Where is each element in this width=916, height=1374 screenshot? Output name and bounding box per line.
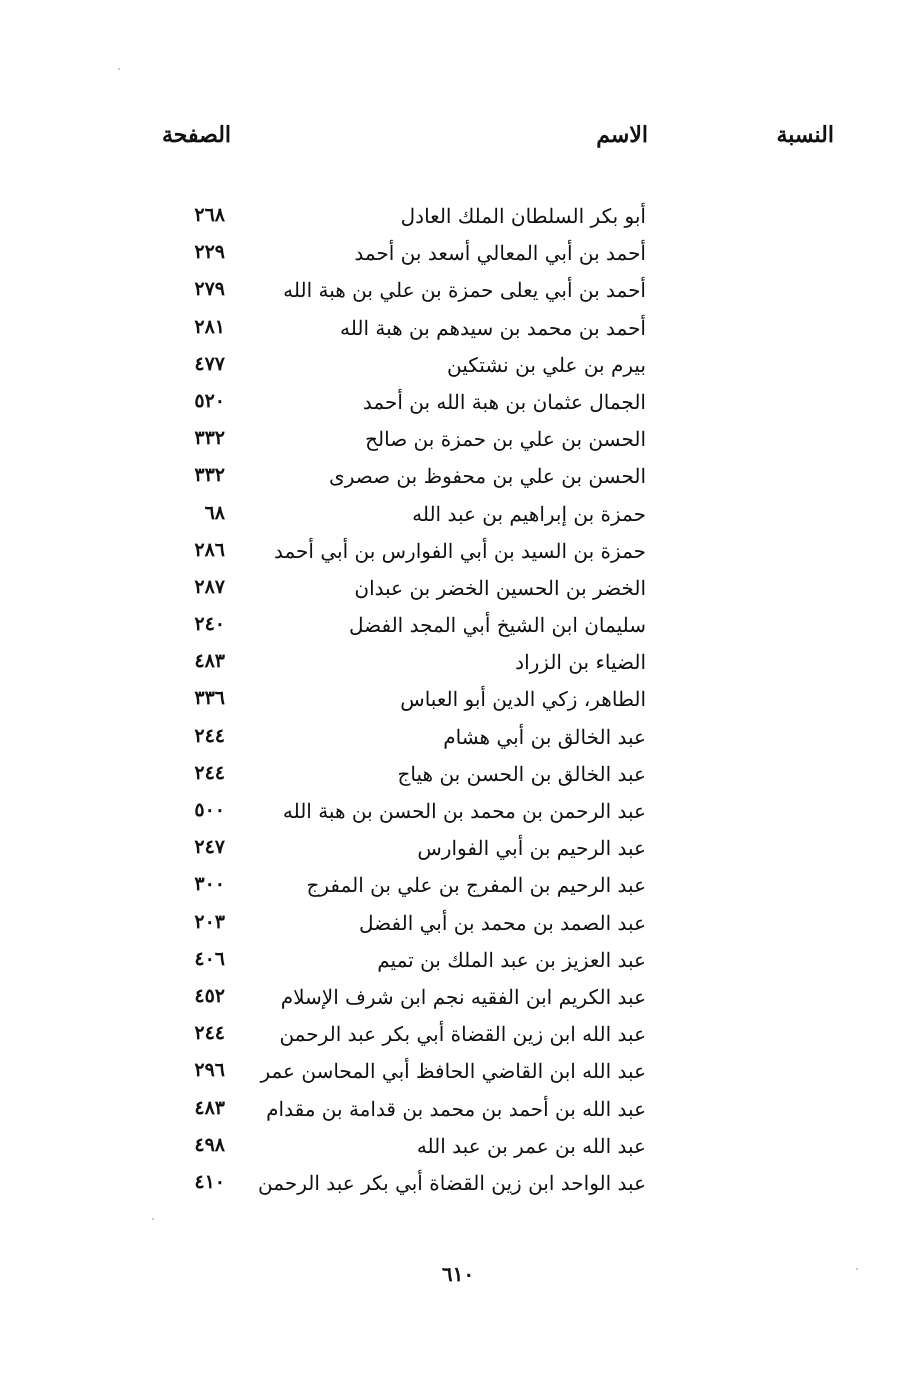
entry-name: عبد الخالق بن أبي هشام [443, 724, 646, 749]
entry-name: عبد الرحمن بن محمد بن الحسن بن هبة الله [282, 799, 646, 823]
entry-page: ٤٥٢ [194, 984, 225, 1007]
scan-speck [152, 1218, 154, 1220]
entry-page: ٢٤٤ [194, 1022, 225, 1045]
entry-name: عبد الواحد ابن زين القضاة أبي بكر عبد الرحمن [258, 1170, 646, 1195]
list-item [0, 460, 916, 497]
entry-page: ٢٧٩ [194, 278, 225, 301]
entry-page: ٤١٠ [194, 1170, 225, 1193]
entry-name: أحمد بن محمد بن سيدهم بن هبة الله [340, 315, 646, 340]
entry-name: عبد الكريم ابن الفقيه نجم ابن شرف الإسلام [280, 984, 646, 1009]
index-list [0, 200, 916, 1204]
entry-name: عبد الله بن عمر بن عبد الله [416, 1133, 646, 1158]
header-name: الاسم [596, 122, 648, 148]
list-item [0, 721, 916, 758]
list-item [0, 758, 916, 795]
entry-name: حمزة بن إبراهيم بن عبد الله [412, 501, 646, 526]
list-item [0, 386, 916, 423]
entry-page: ٢٤٠ [194, 613, 225, 636]
entry-page: ٢٠٣ [194, 910, 225, 933]
entry-name: الطاهر، زكي الدين أبو العباس [400, 687, 646, 712]
page-number: ٦١٠ [441, 1262, 475, 1286]
entry-name: بيرم بن علي بن نشتكين [446, 352, 646, 377]
entry-name: الحسن بن علي بن حمزة بن صالح [365, 427, 646, 452]
entry-page: ٢٤٧ [194, 836, 225, 859]
entry-name: عبد الله ابن زين القضاة أبي بكر عبد الرحمن [279, 1022, 646, 1047]
list-item [0, 869, 916, 906]
entry-page: ٣٣٢ [194, 464, 225, 487]
list-item [0, 423, 916, 460]
list-item [0, 646, 916, 683]
entry-name: سليمان ابن الشيخ أبي المجد الفضل [348, 613, 646, 638]
entry-name: عبد الرحيم بن أبي الفوارس [417, 836, 646, 861]
list-item [0, 200, 916, 237]
scan-speck [118, 68, 120, 70]
entry-name: الجمال عثمان بن هبة الله بن أحمد [362, 389, 646, 414]
entry-page: ٤٩٨ [194, 1133, 225, 1156]
list-item [0, 981, 916, 1018]
entry-name: الضياء بن الزراد [515, 650, 646, 675]
list-item [0, 907, 916, 944]
entry-page: ٢٩٦ [194, 1059, 225, 1082]
entry-name: عبد الرحيم بن المفرج بن علي بن المفرج [306, 873, 646, 898]
entry-page: ٥٢٠ [194, 389, 225, 412]
entry-name: عبد العزيز بن عبد الملك بن تميم [377, 947, 646, 972]
entry-page: ٤٨٣ [194, 1096, 225, 1119]
entry-page: ٢٨١ [194, 315, 225, 338]
list-item [0, 795, 916, 832]
entry-name: أحمد بن أبي المعالي أسعد بن أحمد [354, 241, 646, 266]
header-page: الصفحة [162, 122, 232, 148]
entry-name: أبو بكر السلطان الملك العادل [400, 204, 646, 228]
entry-page: ٣٣٦ [194, 687, 225, 710]
list-item [0, 832, 916, 869]
list-item [0, 349, 916, 386]
entry-page: ٢٨٦ [194, 538, 225, 561]
list-item [0, 572, 916, 609]
list-item [0, 1018, 916, 1055]
table-header [0, 122, 916, 162]
list-item [0, 237, 916, 274]
list-item [0, 944, 916, 981]
entry-name: الخضر بن الحسين الخضر بن عبدان [354, 575, 646, 600]
header-nisba: النسبة [776, 122, 834, 148]
entry-page: ٢٨٧ [194, 575, 225, 598]
entry-page: ٢٢٩ [194, 241, 225, 264]
list-item [0, 609, 916, 646]
entry-name: أحمد بن أبي يعلى حمزة بن علي بن هبة الله [283, 278, 646, 303]
entry-page: ٢٤٤ [194, 724, 225, 747]
entry-page: ٤٨٣ [194, 650, 225, 673]
entry-page: ٦٨ [204, 501, 225, 524]
entry-page: ٤٠٦ [194, 947, 225, 970]
list-item [0, 1167, 916, 1204]
scan-speck [856, 1268, 858, 1270]
list-item [0, 498, 916, 535]
entry-page: ٥٠٠ [194, 799, 225, 821]
entry-name: الحسن بن علي بن محفوظ بن صصرى [329, 464, 646, 489]
entry-page: ٣٠٠ [194, 873, 225, 896]
entry-page: ٢٤٤ [194, 761, 225, 784]
entry-name: عبد الله بن أحمد بن محمد بن قدامة بن مقدام [266, 1096, 646, 1121]
entry-name: عبد الصمد بن محمد بن أبي الفضل [359, 910, 646, 935]
list-item [0, 1130, 916, 1167]
entry-name: عبد الله ابن القاضي الحافظ أبي المحاسن عمر [260, 1059, 646, 1084]
list-item [0, 274, 916, 311]
entry-page: ٤٧٧ [194, 352, 225, 375]
list-item [0, 312, 916, 349]
list-item [0, 1093, 916, 1130]
list-item [0, 1055, 916, 1092]
entry-page: ٢٦٨ [194, 204, 225, 226]
list-item [0, 683, 916, 720]
entry-name: حمزة بن السيد بن أبي الفوارس بن أبي أحمد [274, 538, 646, 563]
entry-page: ٣٣٢ [194, 427, 225, 450]
entry-name: عبد الخالق بن الحسن بن هياج [397, 761, 646, 786]
list-item [0, 535, 916, 572]
